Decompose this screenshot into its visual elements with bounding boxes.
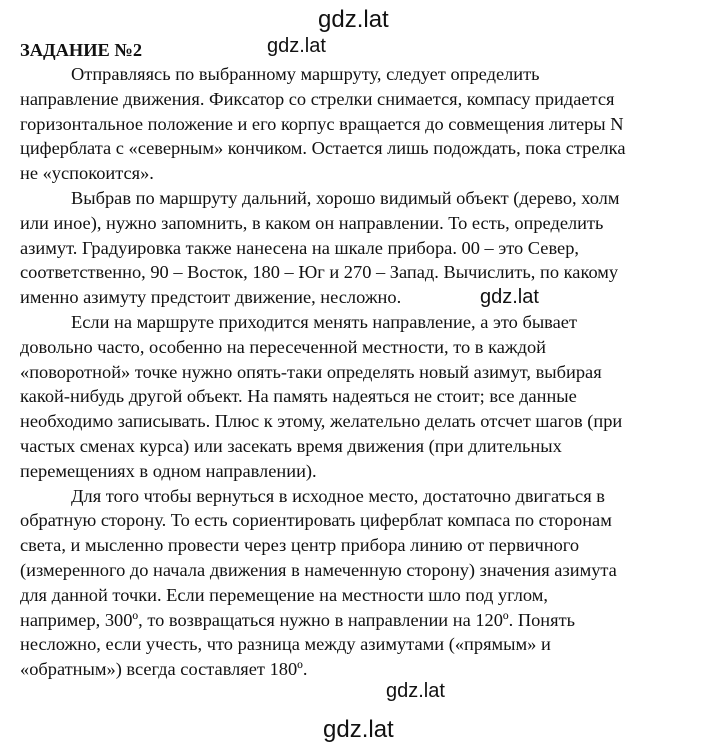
document [20,35,710,682]
text-line: «поворотной» точке нужно опять-таки определять новый азимут, выбирая [20,361,602,382]
text-line: Для того чтобы вернуться в исходное место, достаточно двигаться в [71,485,605,506]
text-line: Если на маршруте приходится менять направление, а это бывает [71,311,577,332]
text-line: необходимо записывать. Плюс к этому, желательно делать отсчет шагов (при [20,411,623,432]
watermark-middle: gdz.lat [480,286,539,308]
watermark-title: gdz.lat [267,35,326,57]
text-line: направление движения. Фиксатор со стрелки снимается, компасу придается [20,88,615,109]
text-line: горизонтальное положение и его корпус вращается до совмещения литеры N [20,113,624,134]
text-line: какой-нибудь другой объект. На память надеяться не стоит; все данные [20,386,577,407]
text-line: обратную сторону. То есть сориентировать циферблат компаса по сторонам [20,510,612,531]
text-line: соответственно, 90 – Восток, 180 – Юг и 270 – Запад. Вычислить, по какому [20,262,619,283]
page-title: ЗАДАНИЕ №2 [20,40,143,60]
watermark-top: gdz.lat [318,6,389,33]
text-line: (измеренного до начала движения в намеченную сторону) значения азимута [20,559,617,580]
text-line: циферблата с «северным» кончиком. Остается лишь подождать, пока стрелка [20,138,626,159]
text-line: частых сменах курса) или засекать время движения (при длительных [20,435,562,456]
watermark-footer: gdz.lat [323,716,394,743]
text-line: перемещениях в одном направлении). [20,460,317,481]
text-line: именно азимуту предстоит движение, несложно. [20,287,402,308]
text-line: «обратным») всегда составляет 180º. [20,659,308,680]
text-line: или иное), нужно запомнить, в каком он направлении. То есть, определить [20,212,604,233]
text-line: Отправляясь по выбранному маршруту, следует определить [71,64,540,84]
text-line: азимут. Градуировка также нанесена на шкале прибора. 00 – это Север, [20,237,579,258]
paragraph-2 [20,186,710,310]
text-line: света, и мысленно провести через центр прибора линию от первичного [20,535,580,556]
paragraph-1 [20,62,710,186]
text-line: для данной точки. Если перемещение на местности шло под углом, [20,584,548,605]
watermark-bottom-text: gdz.lat [386,680,445,702]
text-line: например, 300º, то возвращаться нужно в направлении на 120º. Понять [20,609,576,630]
text-line: несложно, если учесть, что разница между азимутами («прямым» и [20,634,551,655]
text-line: довольно часто, особенно на пересеченной местности, то в каждой [20,336,547,357]
text-line: Выбрав по маршруту дальний, хорошо видимый объект (дерево, холм [71,187,620,208]
paragraph-4 [20,484,710,682]
text-line: не «успокоится». [20,163,154,184]
paragraph-3 [20,310,710,484]
